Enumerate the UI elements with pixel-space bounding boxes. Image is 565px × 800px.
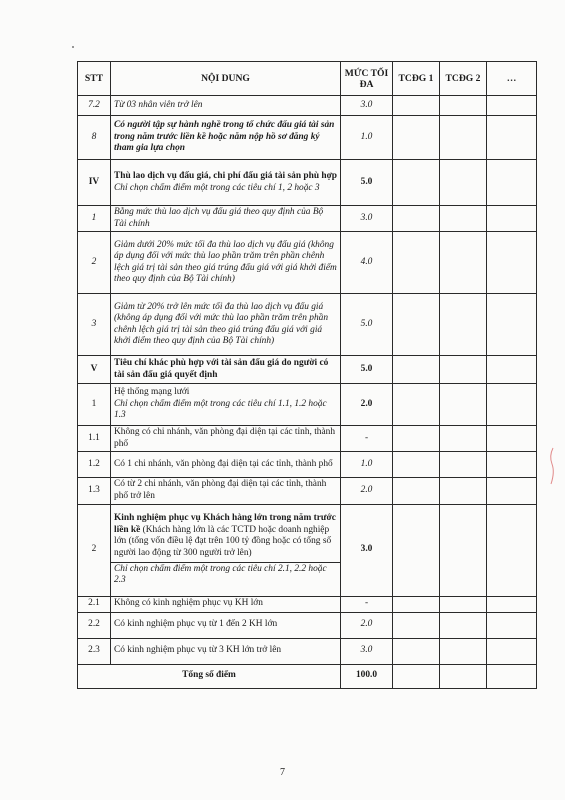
table-row: 2 Kinh nghiệm phục vụ Khách hàng lớn trong năm trước liền kề (Khách hàng lớn là các TCTD hoặc doanh nghiệp lớn (tổng vốn điều lệ đạt trên 100 tỷ đồng hoặc có tổng số người lao động từ 300 người trở lên) Chỉ chọn chấm điểm một trong các tiêu chí 2.1, 2.2 hoặc 2.3 3.0 bbox=[78, 504, 537, 596]
table-row: 1.1 Không có chi nhánh, văn phòng đại diện tại các tỉnh, thành phố - bbox=[78, 426, 537, 452]
table-row: 2.3 Có kinh nghiệm phục vụ từ 3 KH lớn trở lên 3.0 bbox=[78, 638, 537, 664]
scan-speck bbox=[72, 46, 74, 48]
table-row: 2.1 Không có kinh nghiệm phục vụ KH lớn - bbox=[78, 596, 537, 612]
red-stamp-fragment bbox=[548, 446, 556, 486]
table-row: 2 Giảm dưới 20% mức tối đa thù lao dịch vụ đấu giá (không áp dụng đối với mức thù lao phần trăm trên phần chênh lệch giá trị tài sản theo giá trúng đấu giá với giá khởi điểm theo quy định của Bộ Tài chính) 4.0 bbox=[78, 232, 537, 294]
table-row: 1.2 Có 1 chi nhánh, văn phòng đại diện tại các tỉnh, thành phố 1.0 bbox=[78, 452, 537, 478]
table-row: 2.2 Có kinh nghiệm phục vụ từ 1 đến 2 KH lớn 2.0 bbox=[78, 612, 537, 638]
table-row: 1 Hệ thống mạng lưới Chỉ chọn chấm điểm một trong các tiêu chí 1.1, 1.2 hoặc 1.3 2.0 bbox=[78, 384, 537, 426]
scoring-table bbox=[77, 61, 537, 689]
table-row: IV Thù lao dịch vụ đấu giá, chi phí đấu giá tài sản phù hợp Chỉ chọn chấm điểm một trong các tiêu chí 1, 2 hoặc 3 5.0 bbox=[78, 160, 537, 206]
table-row: V Tiêu chí khác phù hợp với tài sản đấu giá do người có tài sản đấu giá quyết định 5.0 bbox=[78, 356, 537, 384]
header-more: … bbox=[487, 62, 537, 96]
page-number: 7 bbox=[280, 767, 285, 778]
table-header-row bbox=[78, 62, 537, 96]
total-points: 100.0 bbox=[341, 664, 393, 688]
header-stt: STT bbox=[78, 62, 111, 96]
header-tcdg-1: TCĐG 1 bbox=[393, 62, 440, 96]
total-label: Tổng số điểm bbox=[78, 664, 341, 688]
table-row: 8 Có người tập sự hành nghề trong tổ chức đấu giá tài sản trong năm trước liền kề hoặc năm nộp hồ sơ đăng ký tham gia lựa chọn 1.0 bbox=[78, 116, 537, 160]
header-tcdg-2: TCĐG 2 bbox=[440, 62, 487, 96]
total-row bbox=[78, 664, 537, 688]
header-noi-dung: NỘI DUNG bbox=[111, 62, 341, 96]
table-row: 7.2 Từ 03 nhân viên trở lên 3.0 bbox=[78, 96, 537, 116]
table-row: 1.3 Có từ 2 chi nhánh, văn phòng đại diện tại các tỉnh, thành phố trở lên 2.0 bbox=[78, 478, 537, 504]
table-row: 1 Bằng mức thù lao dịch vụ đấu giá theo quy định của Bộ Tài chính 3.0 bbox=[78, 206, 537, 232]
table-row: 3 Giảm từ 20% trở lên mức tối đa thù lao dịch vụ đấu giá (không áp dụng đối với mức thù lao phần trăm trên phần chênh lệch giá trị tài sản theo giá trúng đấu giá với giá khởi điểm theo quy định của Bộ Tài chính) 5.0 bbox=[78, 294, 537, 356]
header-muc-toi-da: MỨC TỐI ĐA bbox=[341, 62, 393, 96]
